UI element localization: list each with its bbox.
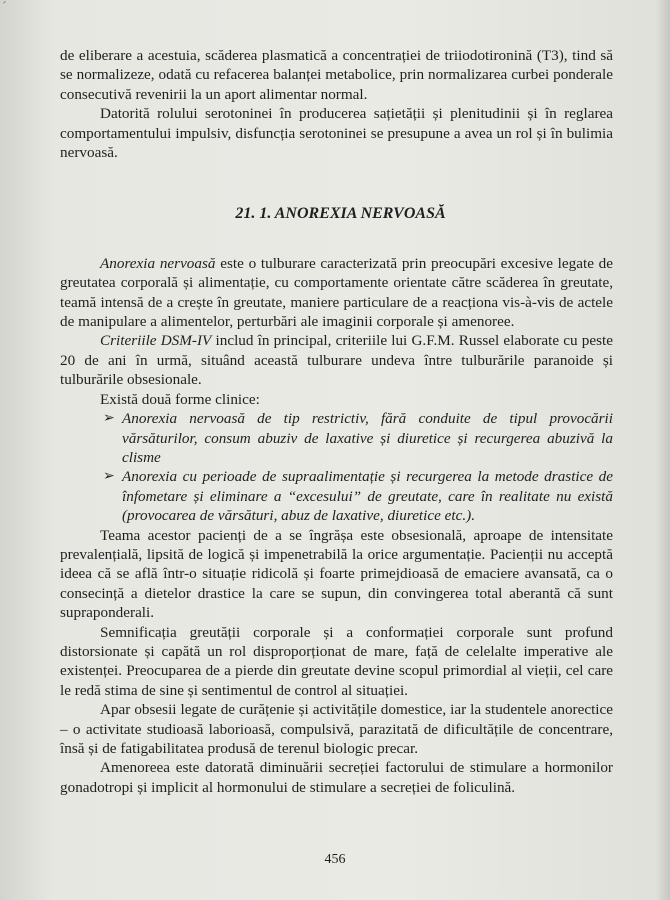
corner-mark: ´ <box>2 0 7 15</box>
paragraph-continuation: de eliberare a acestuia, scăderea plasmatică a concentrației de triiodotironină (T3), tind să se normalizeze, odată cu refacerea balanței metabolice, prin normalizarea curbei ponderale consecutivă revenirii la un aport alimentar normal. <box>60 47 613 103</box>
paragraph-fear: Teama acestor pacienți de a se îngrășa este obsesională, aproape de intensitate prevalențială, lipsită de logică și impenetrabilă la orice argumentație. Pacienții nu acceptă ideea că se află într-o situație ridicolă și foarte primejdioasă de emaciere avansată, ca o consecință a dietelor drastice la care se supun, din convingerea total aberantă că sunt supraponderali. <box>60 526 613 622</box>
arrow-bullet-icon: ➢ <box>103 411 115 427</box>
section-title: 21. 1. ANOREXIA NERVOASĂ <box>235 205 446 223</box>
paragraph-amenorrhea: Amenoreea este datorată diminuării secreției factorului de stimulare a hormonilor gonadotropi și implicit al hormonului de stimulare a secreției de foliculină. <box>60 759 613 796</box>
criteria-term: Criteriile DSM-IV <box>100 332 212 350</box>
forms-intro: Există două forme clinice: <box>100 390 260 408</box>
paragraph-significance: Semnificația greutății corporale și a conformației corporale sunt profund distorsionate și capătă un rol disproporționat de mare, față de celelalte imperative ale existenței. Preocuparea de a pierde din greutate devine scopul primordial al vieții, cel care le redă stima de sine și sentimentul de control al situației. <box>60 623 613 699</box>
page-content <box>60 46 613 797</box>
page-number: 456 <box>324 852 346 867</box>
clinical-form-1: Anorexia nervoasă de tip restrictiv, fără conduite de tipul provocării vărsăturilor, consum abuziv de laxative și diuretice și recurgerea abuzivă la clisme <box>122 410 613 466</box>
list-item <box>60 467 613 525</box>
clinical-form-2: Anorexia cu perioade de supraalimentație și recurgerea la metode drastice de înfometare și eliminare a “excesului” de greutate, care în realitate nu există (provocarea de vărsături, abuz de laxative, diuretice etc.). <box>122 468 613 525</box>
paragraph-criteria <box>60 331 613 389</box>
paragraph-definition <box>60 254 613 332</box>
clinical-forms-list <box>60 409 613 525</box>
arrow-bullet-icon: ➢ <box>103 469 115 485</box>
criteria-text: includ în principal, criteriile lui G.F.M. Russel elaborate cu peste 20 de ani în urmă, situând această tulburare undeva între tulburările paranoide și tulburările obsesionale. <box>60 332 613 389</box>
list-item <box>60 409 613 467</box>
page-edge-shadow <box>656 0 670 900</box>
paragraph-obsessions: Apar obsesii legate de curățenie și activitățile domestice, iar la studentele anorectice – o activitate studioasă laborioasă, compulsivă, parazitată de dificultățile de concentrare, însă și de fatigabilitatea produsă de terenul biologic precar. <box>60 701 613 757</box>
definition-text: este o tulburare caracterizată prin preocupări excesive legate de greutatea corporală și alimentație, cu comportamente orientate către scăderea în greutate, teamă intensă de a crește în greutate, maniere particulare de a reacționa vis-à-vis de actele de manipulare a alimentelor, perturbări ale imaginii corporale și amenoree. <box>60 254 613 331</box>
paragraph-serotonin: Datorită rolului serotoninei în producerea sațietății și plenitudinii și în reglarea comportamentului impulsiv, disfuncția serotoninei se presupune a avea un rol și în bulimia nervoasă. <box>60 105 613 162</box>
definition-term: Anorexia nervoasă <box>100 254 216 272</box>
